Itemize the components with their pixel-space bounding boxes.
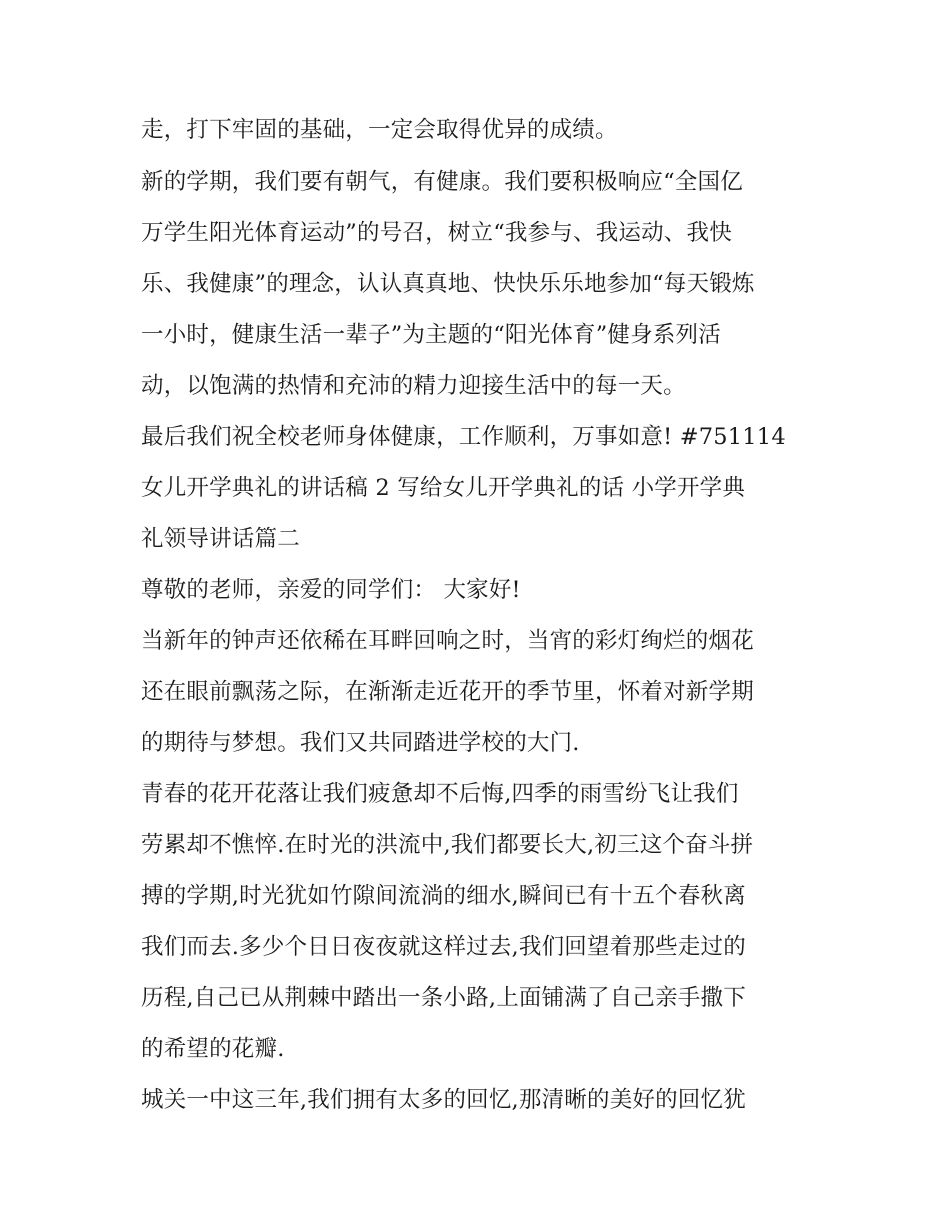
text-line: 尊敬的老师，亲爱的同学们： 大家好! bbox=[141, 577, 521, 603]
text-line: 还在眼前飘荡之际，在渐渐走近花开的季节里，怀着对新学期 bbox=[141, 679, 754, 705]
text-line: 的期待与梦想。我们又共同踏进学校的大门. bbox=[141, 730, 580, 756]
text-line: 走，打下牢固的基础，一定会取得优异的成绩。 bbox=[141, 117, 618, 143]
text-line: 一小时，健康生活一辈子”为主题的“阳光体育”健身系列活 bbox=[141, 322, 721, 348]
text-line: 动，以饱满的热情和充沛的精力迎接生活中的每一天。 bbox=[141, 373, 686, 399]
text-line: 劳累却不憔悴.在时光的洪流中,我们都要长大,初三这个奋斗拼 bbox=[141, 832, 754, 858]
text-line: 乐、我健康”的理念，认认真真地、快快乐乐地参加“每天锻炼 bbox=[141, 271, 755, 297]
text-line: 新的学期，我们要有朝气，有健康。我们要积极响应“全国亿 bbox=[141, 169, 743, 195]
text-line: 礼领导讲话篇二 bbox=[141, 526, 300, 552]
text-line: 城关一中这三年,我们拥有太多的回忆,那清晰的美好的回忆犹 bbox=[141, 1087, 746, 1113]
text-line: 我们而去.多少个日日夜夜就这样过去,我们回望着那些走过的 bbox=[141, 934, 746, 960]
text-line: 搏的学期,时光犹如竹隙间流淌的细水,瞬间已有十五个春秋离 bbox=[141, 883, 746, 909]
text-line: 青春的花开花落让我们疲惫却不后悔,四季的雨雪纷飞让我们 bbox=[141, 781, 739, 807]
text-line: 当新年的钟声还依稀在耳畔回响之时，当宵的彩灯绚烂的烟花 bbox=[141, 628, 754, 654]
text-line: 女儿开学典礼的讲话稿 2 写给女儿开学典礼的话 小学开学典 bbox=[141, 475, 746, 501]
text-line: 万学生阳光体育运动”的号召，树立“我参与、我运动、我快 bbox=[141, 220, 732, 246]
text-line: 历程,自己已从荆棘中踏出一条小路,上面铺满了自己亲手撒下 bbox=[141, 985, 746, 1011]
text-line: 最后我们祝全校老师身体健康，工作顺利，万事如意! #751114 bbox=[141, 424, 786, 450]
text-line: 的希望的花瓣. bbox=[141, 1036, 285, 1062]
